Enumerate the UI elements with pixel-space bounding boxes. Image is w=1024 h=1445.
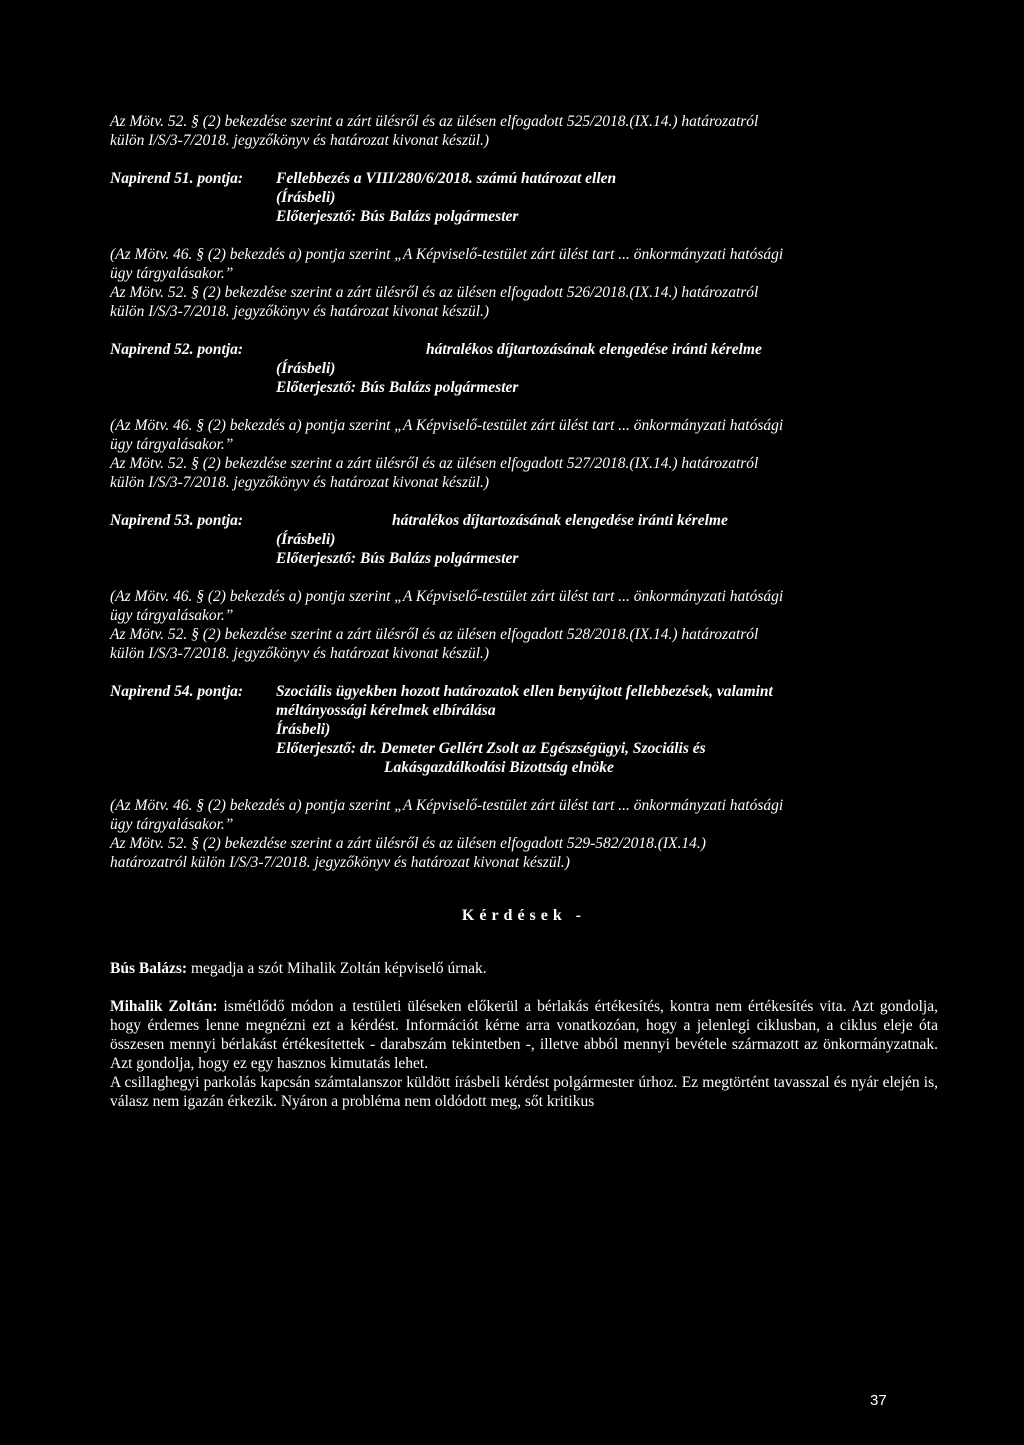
questions-heading: Kérdések - (461, 907, 587, 924)
speech-paragraph (110, 959, 938, 978)
agenda-written: (Írásbeli) (276, 531, 336, 548)
closed-session-note (110, 587, 938, 663)
agenda-item-53 (110, 511, 938, 568)
text-line: Az Mötv. 52. § (2) bekezdése szerint a zárt ülésről és az ülésen elfogadott 526/2018.(IX.14.) határozatról (110, 284, 759, 301)
closed-session-note (110, 245, 938, 321)
text-line: (Az Mötv. 46. § (2) bekezdés a) pontja szerint „A Képviselő-testület zárt ülést tart ... önkormányzati hatósági (110, 797, 784, 814)
agenda-title: hátralékos díjtartozásának elengedése iránti kérelme (426, 341, 762, 358)
closed-session-note (110, 796, 938, 872)
agenda-presenter: Előterjesztő: Bús Balázs polgármester (276, 208, 519, 225)
agenda-title: Fellebbezés a VIII/280/6/2018. számú határozat ellen (276, 170, 617, 187)
text-line: Az Mötv. 52. § (2) bekezdése szerint a zárt ülésről és az ülésen elfogadott 525/2018.(IX.14.) határozatról (110, 113, 759, 130)
agenda-title: hátralékos díjtartozásának elengedése iránti kérelme (392, 512, 728, 529)
speech-paragraph (110, 1073, 938, 1111)
text-line: ügy tárgyalásakor.” (110, 265, 234, 282)
speaker-name: Bús Balázs: (110, 960, 188, 977)
text-line: (Az Mötv. 46. § (2) bekezdés a) pontja szerint „A Képviselő-testület zárt ülést tart ... önkormányzati hatósági (110, 588, 784, 605)
page-number: 37 (870, 1392, 887, 1409)
agenda-label: Napirend 51. pontja: (110, 170, 244, 187)
agenda-item-54 (110, 682, 938, 777)
agenda-title: Szociális ügyekben hozott határozatok ellen benyújtott fellebbezések, valamint (276, 683, 773, 700)
agenda-label: Napirend 52. pontja: (110, 341, 244, 358)
agenda-presenter: Előterjesztő: Bús Balázs polgármester (276, 379, 519, 396)
text-line: külön I/S/3-7/2018. jegyzőkönyv és határozat kivonat készül.) (110, 303, 490, 320)
agenda-label: Napirend 54. pontja: (110, 683, 244, 700)
closed-session-note (110, 416, 938, 492)
agenda-written: (Írásbeli) (276, 360, 336, 377)
text-line: Az Mötv. 52. § (2) bekezdése szerint a zárt ülésről és az ülésen elfogadott 527/2018.(IX.14.) határozatról (110, 455, 759, 472)
text-line: (Az Mötv. 46. § (2) bekezdés a) pontja szerint „A Képviselő-testület zárt ülést tart ... önkormányzati hatósági (110, 246, 784, 263)
document-page (110, 112, 938, 1111)
speaker-name: Mihalik Zoltán: (110, 998, 218, 1015)
text-line: külön I/S/3-7/2018. jegyzőkönyv és határozat kivonat készül.) (110, 474, 490, 491)
speech-text: ismétlődő módon a testületi üléseken előkerül a bérlakás értékesítés, kontra nem értékesítés vita. Azt gondolja, hogy érdemes lenne megnézni ezt a kérdést. Információt kérne arra vonatkozóan, hogy a jelenlegi ciklusban, a ciklus eleje óta összesen mennyi bérlakást értékesítettek - darabszám tekintetben -, illetve abból mennyi bevétele származott az önkormányzatnak. Azt gondolja, hogy ez egy hasznos kimutatás lehet. (110, 998, 938, 1072)
text-line: ügy tárgyalásakor.” (110, 816, 234, 833)
agenda-presenter: Előterjesztő: dr. Demeter Gellért Zsolt az Egészségügyi, Szociális és (276, 740, 706, 757)
speech-text: A csillaghegyi parkolás kapcsán számtalanszor küldött írásbeli kérdést polgármester úrhoz. Ez megtörtént tavasszal és nyár elején is, válasz nem igazán érkezik. Nyáron a probléma nem oldódott meg, sőt kritikus (110, 1074, 938, 1110)
text-line: Az Mötv. 52. § (2) bekezdése szerint a zárt ülésről és az ülésen elfogadott 528/2018.(IX.14.) határozatról (110, 626, 759, 643)
speech-text: megadja a szót Mihalik Zoltán képviselő úrnak. (190, 960, 487, 977)
text-line: Az Mötv. 52. § (2) bekezdése szerint a zárt ülésről és az ülésen elfogadott 529-582/2018.(IX.14.) (110, 835, 706, 852)
agenda-presenter-cont: Lakásgazdálkodási Bizottság elnöke (384, 759, 614, 776)
agenda-label: Napirend 53. pontja: (110, 512, 244, 529)
text-line: külön I/S/3-7/2018. jegyzőkönyv és határozat kivonat készül.) (110, 132, 490, 149)
agenda-title: méltányossági kérelmek elbírálása (276, 702, 496, 719)
text-line: ügy tárgyalásakor.” (110, 436, 234, 453)
text-line: ügy tárgyalásakor.” (110, 607, 234, 624)
speech-paragraph (110, 997, 938, 1073)
text-line: határozatról külön I/S/3-7/2018. jegyzőkönyv és határozat kivonat készül.) (110, 854, 570, 871)
resolution-note (110, 112, 938, 150)
text-line: külön I/S/3-7/2018. jegyzőkönyv és határozat kivonat készül.) (110, 645, 490, 662)
agenda-written: (Írásbeli) (276, 189, 336, 206)
agenda-item-51 (110, 169, 938, 226)
text-line: (Az Mötv. 46. § (2) bekezdés a) pontja szerint „A Képviselő-testület zárt ülést tart ... önkormányzati hatósági (110, 417, 784, 434)
agenda-written: Írásbeli) (276, 721, 331, 738)
agenda-presenter: Előterjesztő: Bús Balázs polgármester (276, 550, 519, 567)
agenda-item-52 (110, 340, 938, 397)
